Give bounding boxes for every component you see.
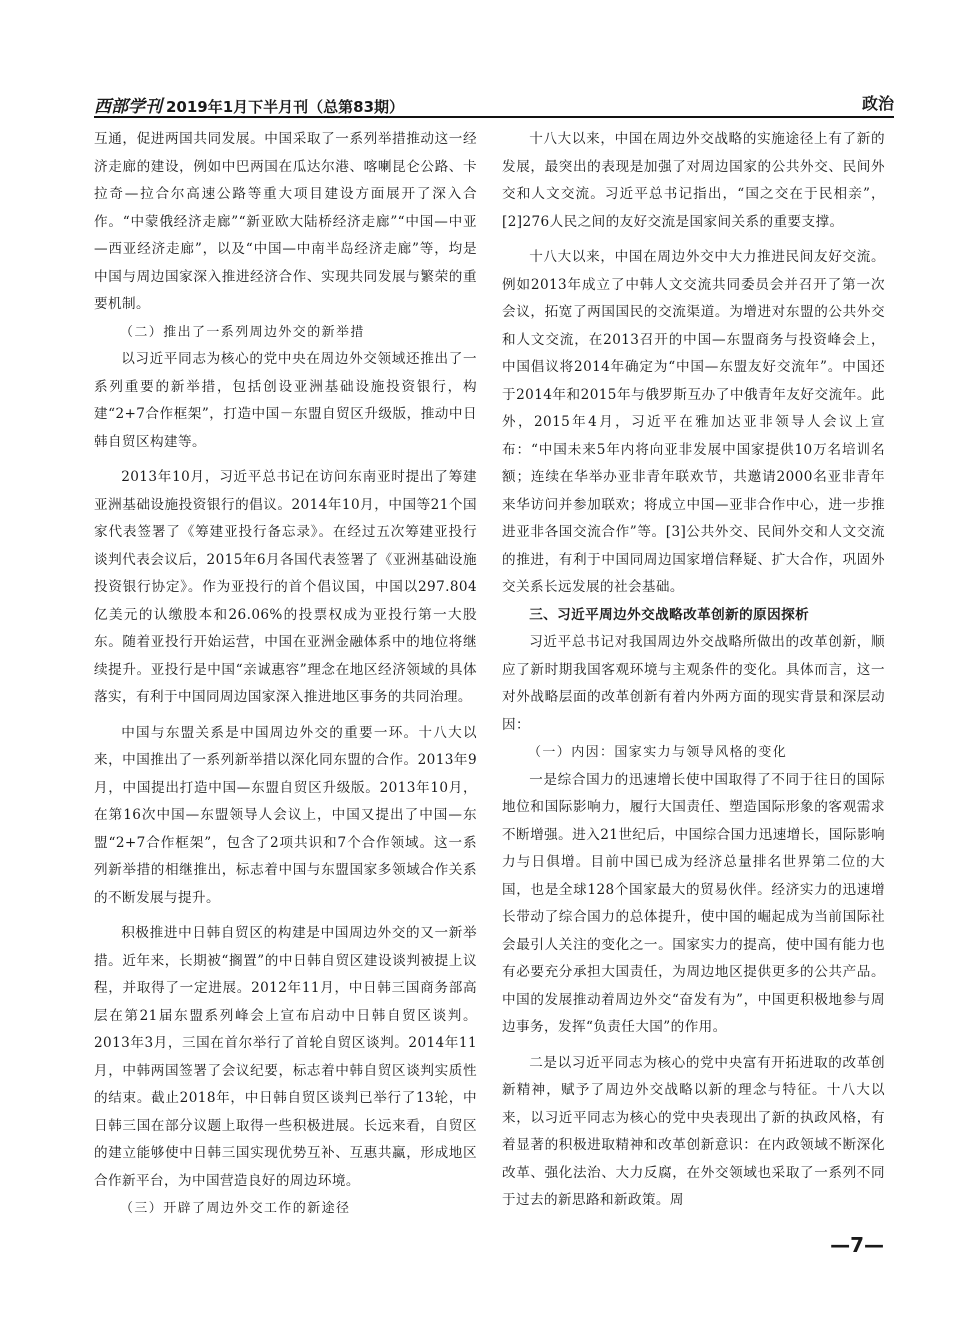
header-rule [94,116,894,118]
paragraph: 以习近平同志为核心的党中央在周边外交领域还推出了一系列重要的新举措，包括创设亚洲基础设施投资银行，构建“2+7合作框架”，打造中国－东盟自贸区升级版，推动中日韩自贸区构建等。 [94,351,477,450]
right-column [502,126,885,1215]
paragraph: 一是综合国力的迅速增长使中国取得了不同于往日的国际地位和国际影响力，履行大国责任、塑造国际形象的客观需求不断增强。进入21世纪后，中国综合国力迅速增长，国际影响力与日俱增。目前中国已成为经济总量排名世界第二位的大国，也是全球128个国家最大的贸易伙伴。经济实力的迅速增长带动了综合国力的总体提升，使中国的崛起成为当前国际社会最引人关注的变化之一。国家实力的提高，使中国有能力也有必要充分承担大国责任，为周边地区提供更多的公共产品。中国的发展推动着周边外交“奋发有为”，中国更积极地参与周边事务，发挥“负责任大国”的作用。 [502,771,885,1035]
paragraph: 二是以习近平同志为核心的党中央富有开拓进取的改革创新精神，赋予了周边外交战略以新的理念与特征。十八大以来，以习近平同志为核心的党中央表现出了新的执政风格，有着显著的积极进取精神和改革创新意识：在内政领域不断深化改革、强化法治、大力反腐，在外交领域也采取了一系列不同于过去的新思路和新政策。周 [502,1054,885,1208]
paragraph: 2013年10月，习近平总书记在访问东南亚时提出了筹建亚洲基础设施投资银行的倡议。2014年10月，中国等21个国家代表签署了《筹建亚投行备忘录》。在经过五次筹建亚投行谈判代表会议后，2015年6月各国代表签署了《亚洲基础设施投资银行协定》。作为亚投行的首个倡议国，中国以297.804亿美元的认缴股本和26.06%的投票权成为亚投行第一大股东。随着亚投行开始运营，中国在亚洲金融体系中的地位将继续提升。亚投行是中国“亲诚惠容”理念在地区经济领域的具体落实，有利于中国同周边国家深入推进地区事务的共同治理。 [94,469,477,705]
issue-info: 2019年1月下半月刊（总第83期） [166,98,405,116]
paragraph: 习近平总书记对我国周边外交战略所做出的改革创新，顺应了新时期我国客观环境与主观条件的变化。具体而言，这一对外战略层面的改革创新有着内外两方面的现实背景和深层动因： [502,634,885,733]
paragraph: 中国与东盟关系是中国周边外交的重要一环。十八大以来，中国推出了一系列新举措以深化同东盟的合作。2013年9月，中国提出打造中国—东盟自贸区升级版。2013年10月，在第16次中国—东盟领导人会议上，中国又提出了中国—东盟“2+7合作框架”，包含了2项共识和7个合作领域。这一系列新举措的相继推出，标志着中国与东盟国家多领域合作关系的不断发展与提升。 [94,724,477,906]
left-column [94,126,477,1223]
paragraph: 十八大以来，中国在周边外交中大力推进民间友好交流。例如2013年成立了中韩人文交流共同委员会并召开了第一次会议，拓宽了两国国民的交流渠道。为增进对东盟的公共外交和人文交流，在2013召开的中国—东盟商务与投资峰会上，中国倡议将2014年确定为“中国—东盟友好交流年”。中国还于2014年和2015年与俄罗斯互办了中俄青年友好交流年。此外，2015年4月，习近平在雅加达亚非领导人会议上宣布：“中国未来5年内将向亚非发展中国家提供10万名培训名额；连续在华举办亚非青年联欢节，共邀请2000名亚非青年来华访问并参加联欢；将成立中国—亚非合作中心，进一步推进亚非各国交流合作”等。[3]公共外交、民间外交和人文交流的推进，有利于中国同周边国家增信释疑、扩大合作，巩固外交关系长远发展的社会基础。 [502,249,885,595]
journal-issue-line [94,92,404,117]
subheading: （三）开辟了周边外交工作的新途径 [120,1201,351,1216]
journal-logo: 西部学刊 [94,97,162,117]
paragraph: 十八大以来，中国在周边外交战略的实施途径上有了新的发展，最突出的表现是加强了对周边国家的公共外交、民间外交和人文交流。习近平总书记指出，“国之交在于民相亲”，[2]276人民之间的友好交流是国家间关系的重要支撑。 [502,131,885,230]
paragraph: 互通，促进两国共同发展。中国采取了一系列举措推动这一经济走廊的建设，例如中巴两国在瓜达尔港、喀喇昆仑公路、卡拉奇—拉合尔高速公路等重大项目建设方面展开了深入合作。“中蒙俄经济走廊”“新亚欧大陆桥经济走廊”“中国—中亚—西亚经济走廊”，以及“中国—中南半岛经济走廊”等，均是中国与周边国家深入推进经济合作、实现共同发展与繁荣的重要机制。 [94,131,477,312]
page-number: —7— [830,1233,884,1257]
running-header [94,88,894,118]
paragraph: 积极推进中日韩自贸区的构建是中国周边外交的又一新举措。近年来，长期被“搁置”的中日韩自贸区建设谈判被提上议程，并取得了一定进展。2012年11月，中日韩三国商务部高层在第21届东盟系列峰会上宣布启动中日韩自贸区谈判。2013年3月，三国在首尔举行了首轮自贸区谈判。2014年11月，中韩两国签署了会议纪要，标志着中韩自贸区谈判实质性的结束。截止2018年，中日韩自贸区谈判已举行了13轮，中日韩三国在部分议题上取得一些积极进展。长远来看，自贸区的建立能够使中日韩三国实现优势互补、互惠共赢，形成地区合作新平台，为中国营造良好的周边环境。 [94,925,477,1189]
subheading: （二）推出了一系列周边外交的新举措 [120,324,365,340]
section-heading: 三、习近平周边外交战略改革创新的原因探析 [529,606,810,623]
subheading: （一）内因：国家实力与领导风格的变化 [528,745,788,760]
section-label: 政治 [861,94,894,113]
